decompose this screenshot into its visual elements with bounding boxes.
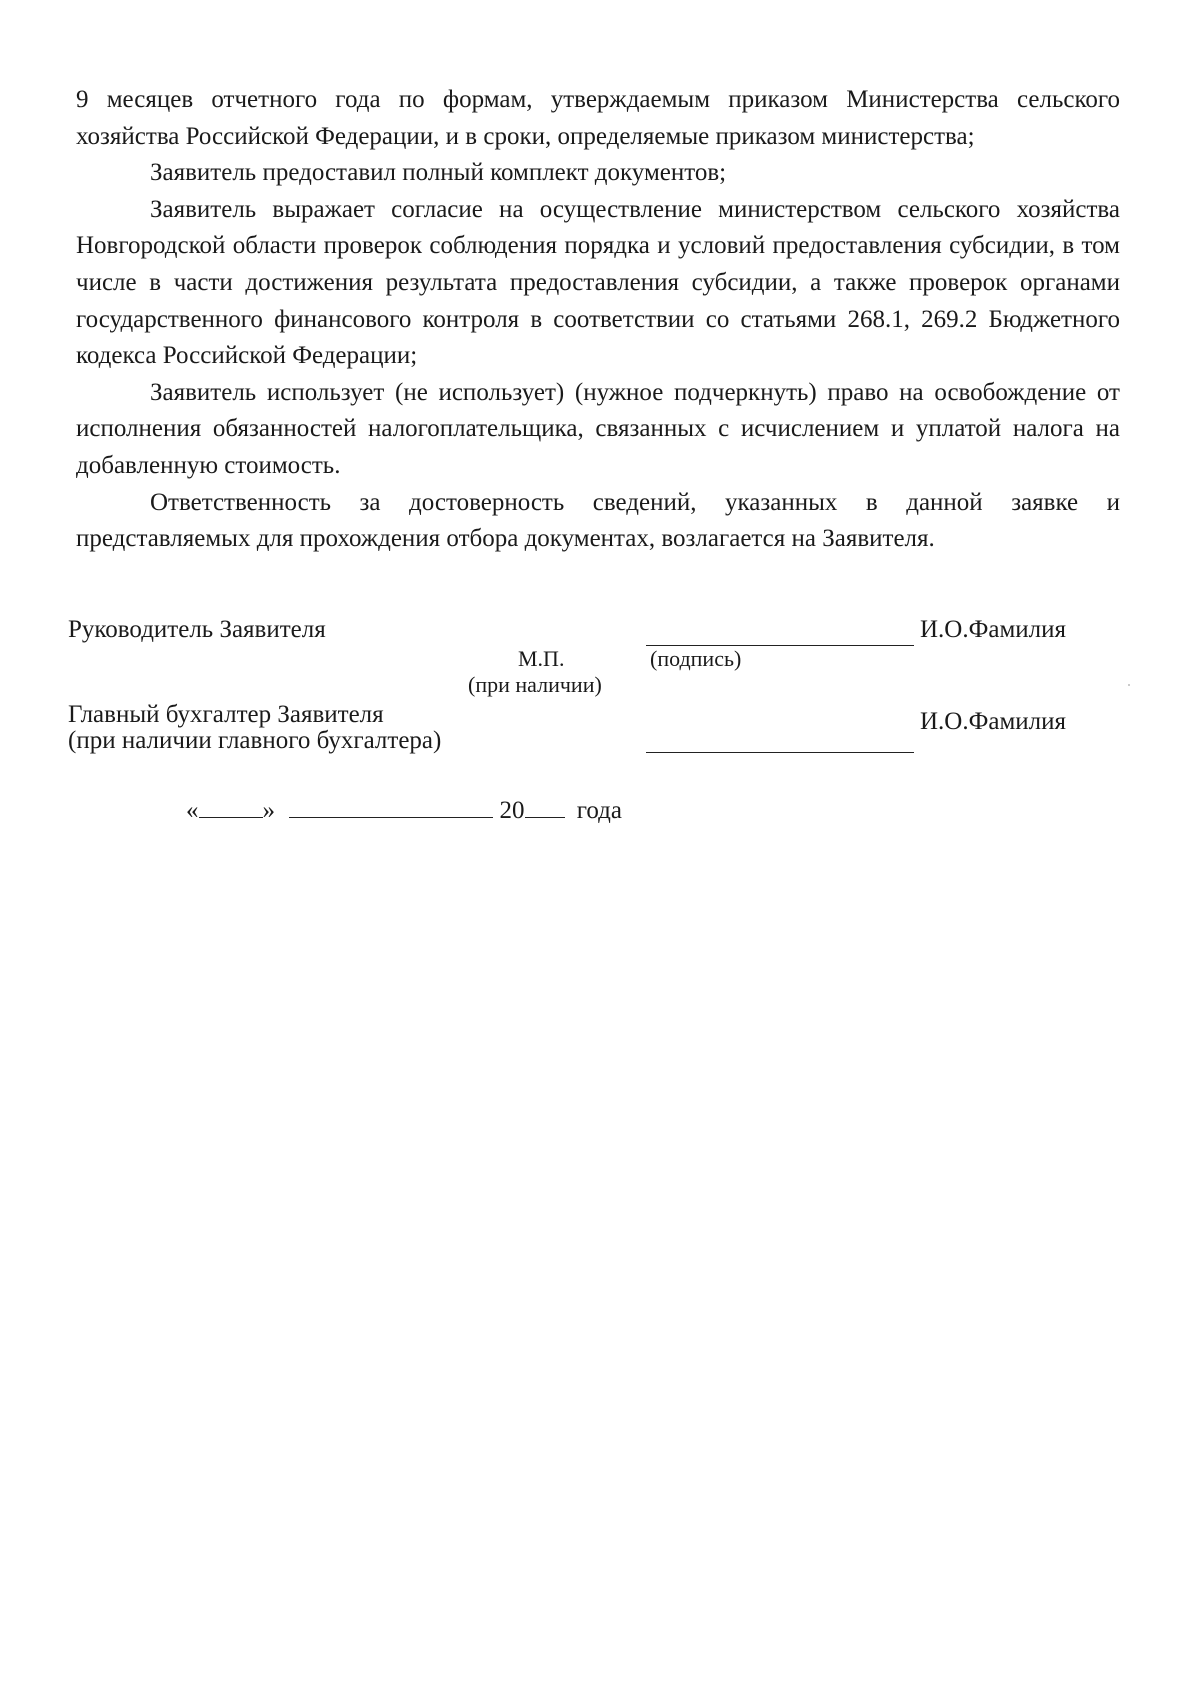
year-blank [525,795,565,818]
head-label: Руководитель Заявителя [68,616,326,643]
accountant-label [68,702,441,754]
accountant-signature-line [646,752,914,753]
month-blank [289,795,493,818]
scan-speck [1128,684,1130,686]
day-blank [199,795,263,818]
year-suffix: года [576,797,622,824]
year-prefix: 20 [499,797,525,824]
paragraph-consent: Заявитель выражает согласие на осуществление министерством сельского хозяйства Новгородской области проверок соблюдения порядка и условий предоставления субсидии, в том числе в части достижения результата предоставления субсидии, а также проверок органами государственного финансового контроля в соответствии со статьями 268.1, 269.2 Бюджетного кодекса Российской Федерации; [76,195,1120,370]
stamp-label: М.П. [518,646,565,671]
accountant-label-title: Главный бухгалтер Заявителя [68,701,384,728]
accountant-name: И.О.Фамилия [920,708,1067,735]
date-open-quote: « [186,797,199,824]
date-close-quote: » [262,797,275,824]
signature-caption: (подпись) [650,646,742,671]
accountant-label-note: (при наличии главного бухгалтера) [68,727,442,754]
paragraph-responsibility: Ответственность за достоверность сведений, указанных в данной заявке и представляемых для прохождения отбора документах, возлагается на Заявителя. [76,488,1120,553]
paragraph-documents-complete: Заявитель предоставил полный комплект документов; [150,159,727,187]
paragraph-vat-exemption: Заявитель использует (не использует) (нужное подчеркнуть) право на освобождение от исполнения обязанностей налогоплательщика, связанных с исчислением и уплатой налога на добавленную стоимость. [76,378,1120,479]
paragraph-continuation: 9 месяцев отчетного года по формам, утверждаемым приказом Министерства сельского хозяйства Российской Федерации, и в сроки, определяемые приказом министерства; [76,86,1120,150]
head-name: И.О.Фамилия [920,616,1067,643]
stamp-note: (при наличии) [468,672,602,697]
date-line [186,795,622,825]
document-body [76,82,1120,558]
